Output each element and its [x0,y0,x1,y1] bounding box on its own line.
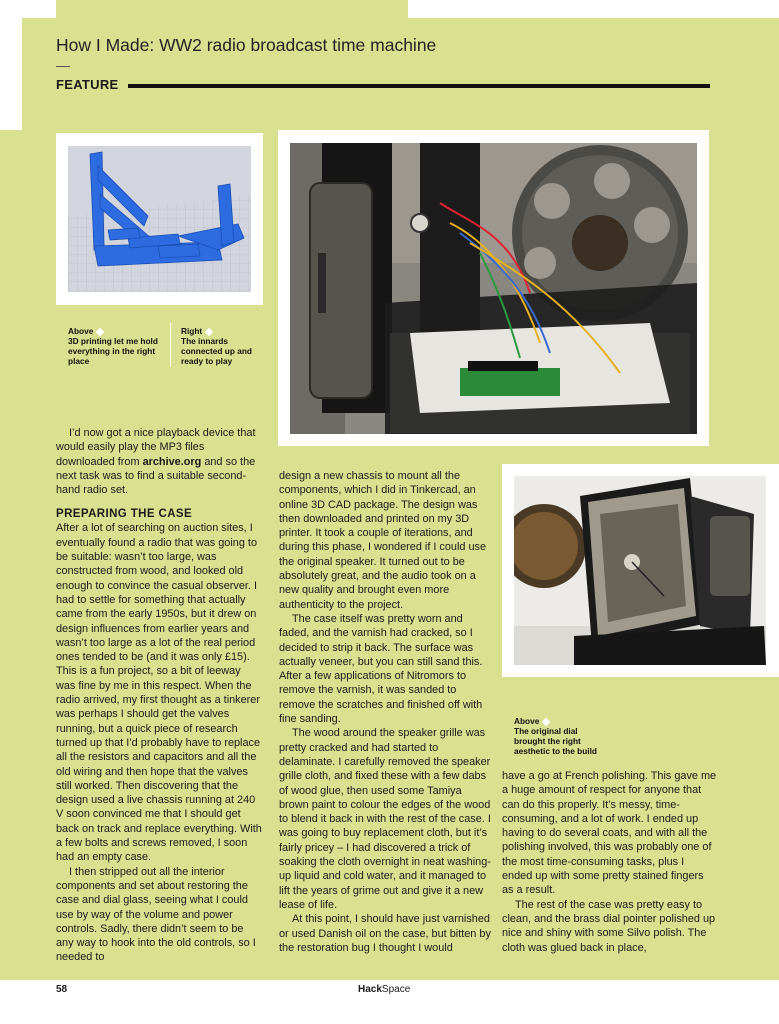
caption-heading: Above [68,326,163,336]
brand-part-space: Space [381,984,411,995]
background-panel-left-strip [0,130,22,980]
section-label: FEATURE [56,77,119,92]
caption-text: The innards connected up and ready to play [181,336,252,366]
magazine-brand [358,984,410,995]
innards-image [290,143,697,434]
caption-text: 3D printing let me hold everything in the right place [68,336,158,366]
section-bar [128,84,710,88]
title-rule [56,66,70,67]
caption-heading: Above [514,716,606,726]
paragraph-text: I’d now got a nice playback device that would easily play the MP3 files downloaded from [56,427,256,468]
paragraph: The rest of the case was pretty easy to clean, and the brass dial pointer polished up nice and shiny with some Silvo polish. The cloth was glued back in place, [502,898,716,954]
paragraph: have a go at French polishing. This gave me a huge amount of respect for anyone that can do this properly. It’s messy, time-consuming, and a lot of work. I ended up having to do several coats, and with all the polishing involved, this was probably one of the most time-consuming tasks, plus I ended up with some pretty stained fingers as a result. [502,770,717,897]
dial-graphic [514,476,766,665]
dial-image [514,476,766,665]
paragraph: design a new chassis to mount all the components, which I did in Tinkercad, an online 3D CAD package. The design was then downloaded and printed on my 3D printer. It took a couple of iterations, and during this phase, I wondered if I could use the original speaker. It turned out to be absolutely great, and the audio took on a new quality and brought even more authenticity to the project. [279,470,487,611]
caption-text: The original dial brought the right aesthetic to the build [514,726,597,756]
caption-above-dial [514,716,606,756]
article-title: How I Made: WW2 radio broadcast time machine [56,35,437,55]
section-heading: PREPARING THE CASE [56,508,193,521]
paragraph: I then stripped out all the interior components and set about restoring the case and dial glass, seeing what I could use by way of the volume and power controls. Sadly, there didn’t seem to be any way to hook into the old controls, so I needed to [56,865,256,964]
paragraph: The case itself was pretty worn and faded, and the varnish had cracked, so I decided to strip it back. The surface was actually veneer, but you can still sand this. After a few applications of Nitromors to remove the varnish, it was sanded to remove the scratches and finished off with fine sanding. [279,612,483,726]
paragraph-text: and so the next task was to find a suitable second-hand radio set. [56,455,256,497]
page-number: 58 [56,984,68,995]
caption-heading: Right [181,326,266,336]
brand-part-hack: Hack [358,984,382,995]
paragraph: After a lot of searching on auction sites, I eventually found a radio that was going to be suitable: wasn’t too large, was constructed from wood, and looked old enough to convince the casual observer. I had to settle for something that actually came from the early 1950s, but it drew on design influences from earlier years and wasn’t too large as a lot of the real period ones tended to be (and it was only £15). This is a fun project, so a bit of leeway was fine by me in this respect. When the radio arrived, my first thought as a tinkerer was perhaps I should get the valves running, but a quick piece of research turned up that I’d probably have to replace all the resistors and capacitors and all the old wiring and then hope that the valves still worked. Then discovering that the design used a live chassis running at 240 V soon convinced me that I should get back on track and replace everything. With a few bolts and screws removed, I soon had an empty case. [56,522,262,864]
paragraph: The wood around the speaker grille was pretty cracked and had started to delaminate. I carefully removed the speaker grille cloth, and fixed these with a few dabs of wood glue, then used some Tamiya brown paint to colour the edges of the wood to blend it back in with the rest of the case. I was going to buy replacement cloth, but it’s fairly pricey – I had discovered a trick of soaking the cloth overnight in neat washing-up liquid and cold water, and it managed to lift the years of grime out and give it a new lease of life. [279,727,491,911]
column-middle [279,469,493,955]
cad-render-graphic [68,146,251,292]
paragraph: At this point, I should have just varnished or used Danish oil on the case, but bitten by the restoration bug I thought I would [279,913,491,954]
caption-right-innards [181,326,266,366]
caption-above-cad [68,326,163,366]
paragraph [56,426,262,497]
innards-graphic [290,143,697,434]
column-left [56,426,262,965]
background-panel-top [56,0,408,18]
caption-divider [170,323,171,367]
column-right [502,769,717,955]
archive-link[interactable]: archive.org [142,455,202,468]
cad-render-image [68,146,251,292]
